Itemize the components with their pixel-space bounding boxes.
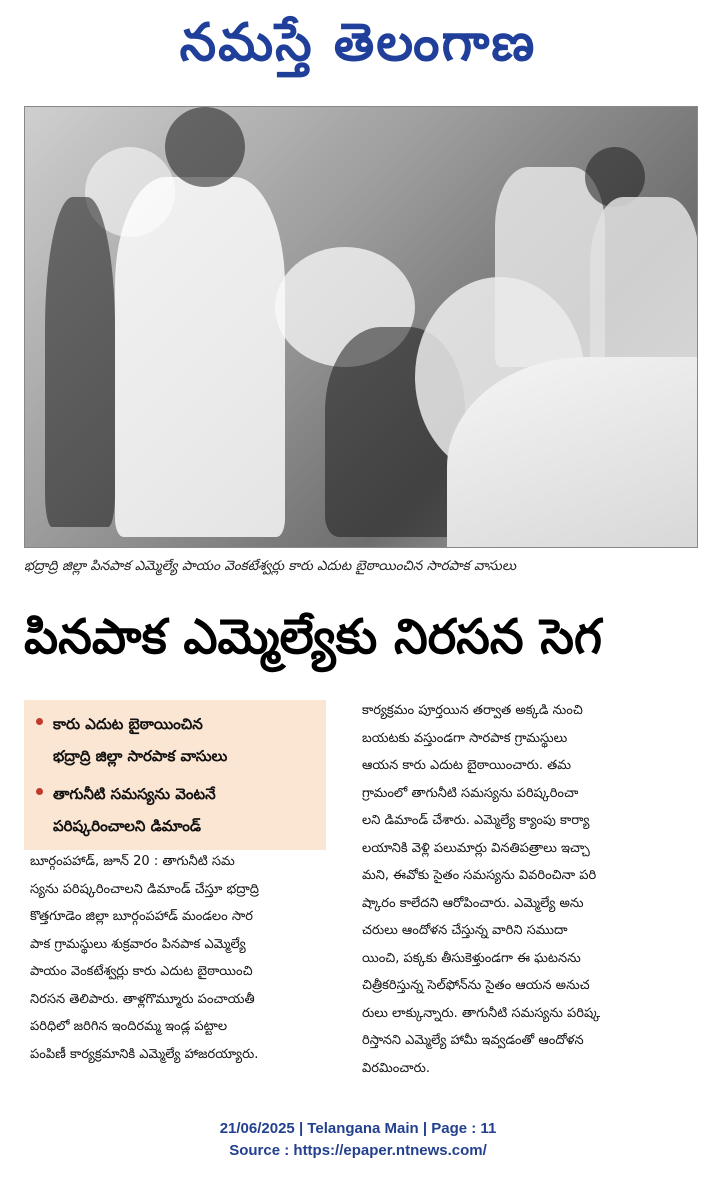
article-line: పాయం వెంకటేశ్వర్లు కారు ఎదుట బైఠాయించి — [30, 964, 253, 979]
article-line: ఆయన కారు ఎదుట బైఠాయించారు. తమ — [362, 758, 571, 773]
article-line: విరమించారు. — [362, 1060, 430, 1076]
article-line: స్యను పరిష్కరించాలని డిమాండ్ చేస్తూ భద్రాద్రి — [30, 881, 259, 897]
highlight-line: భద్రాద్రి జిల్లా సారపాక వాసులు — [53, 747, 228, 765]
bullet-icon — [36, 718, 43, 725]
article-line: చిత్రీకరిస్తున్న సెల్‌ఫోన్‌ను సైతం ఆయన అనుచ — [362, 978, 590, 993]
footer-date-page: 21/06/2025 | Telangana Main | Page : 11 — [219, 1120, 497, 1137]
article-line: ష్కారం కాలేదని ఆరోపించారు. ఎమ్మెల్యే అను — [362, 895, 584, 911]
article-line: పరిధిలో జరిగిన ఇందిరమ్మ ఇండ్ల పట్టాల — [30, 1019, 228, 1034]
highlights-box — [24, 700, 326, 850]
highlight-item — [36, 708, 316, 772]
article-left-column — [30, 848, 348, 1068]
article-line: నిరసన తెలిపారు. తాళ్లగొమ్మూరు పంచాయతీ — [30, 991, 255, 1007]
article-line: రులు లాక్కున్నారు. తాగునీటి సమస్యను పరిష్క — [362, 1005, 601, 1021]
article-line: రిస్తానని ఎమ్మెల్యే హామీ ఇవ్వడంతో ఆందోళన — [362, 1033, 584, 1048]
article-line: కొత్తగూడెం జిల్లా బూర్గంపహాడ్ మండలం సార — [30, 909, 253, 924]
bullet-icon — [36, 788, 43, 795]
article-line: లయానికి వెళ్లి పలుమార్లు వినతిపత్రాలు ఇచ్చా — [362, 840, 590, 856]
article-line: యించి, పక్కకు తీసుకెళ్తుండగా ఈ ఘటనను — [362, 950, 581, 966]
footer-source-link[interactable]: Source : https://epaper.ntnews.com/ — [229, 1142, 487, 1159]
highlight-line: పరిష్కరించాలని డిమాండ్ — [53, 817, 201, 835]
photo-caption: భద్రాద్రి జిల్లా పినపాక ఎమ్మెల్యే పాయం వెంకటేశ్వర్లు కారు ఎదుట బైఠాయించిన సారపాక వాసులు — [24, 558, 517, 574]
highlight-line: తాగునీటి సమస్యను వెంటనే — [53, 785, 216, 803]
masthead-title: నమస్తే తెలంగాణ — [179, 12, 537, 73]
highlight-line: కారు ఎదుట బైఠాయించిన — [53, 715, 203, 733]
article-line: బయటకు వస్తుండగా సారపాక గ్రామస్థులు — [362, 730, 568, 746]
article-line: కార్యక్రమం పూర్తయిన తర్వాత అక్కడి నుంచి — [362, 703, 583, 718]
article-line: చరులు ఆందోళన చేస్తున్న వారిని సముదా — [362, 923, 568, 938]
article-line: పంపిణీ కార్యక్రమానికి ఎమ్మెల్యే హాజరయ్యారు. — [30, 1046, 259, 1062]
headline: పినపాక ఎమ్మెల్యేకు నిరసన సెగ — [24, 609, 602, 665]
article-line: బూర్గంపహాడ్, జూన్ 20 : తాగునీటి సమ — [30, 854, 235, 869]
article-line: గ్రామంలో తాగునీటి సమస్యను పరిష్కరించా — [362, 785, 579, 801]
news-photo — [24, 106, 698, 548]
article-line: మని, ఈవోకు సైతం సమస్యను వివరించినా పరి — [362, 868, 597, 883]
highlight-item — [36, 778, 316, 842]
article-right-column — [362, 697, 692, 1082]
article-line: లని డిమాండ్ చేశారు. ఎమ్మెల్యే క్యాంపు కార్యా — [362, 813, 590, 828]
article-line: పాక గ్రామస్థులు శుక్రవారం పినపాక ఎమ్మెల్యే — [30, 936, 246, 952]
